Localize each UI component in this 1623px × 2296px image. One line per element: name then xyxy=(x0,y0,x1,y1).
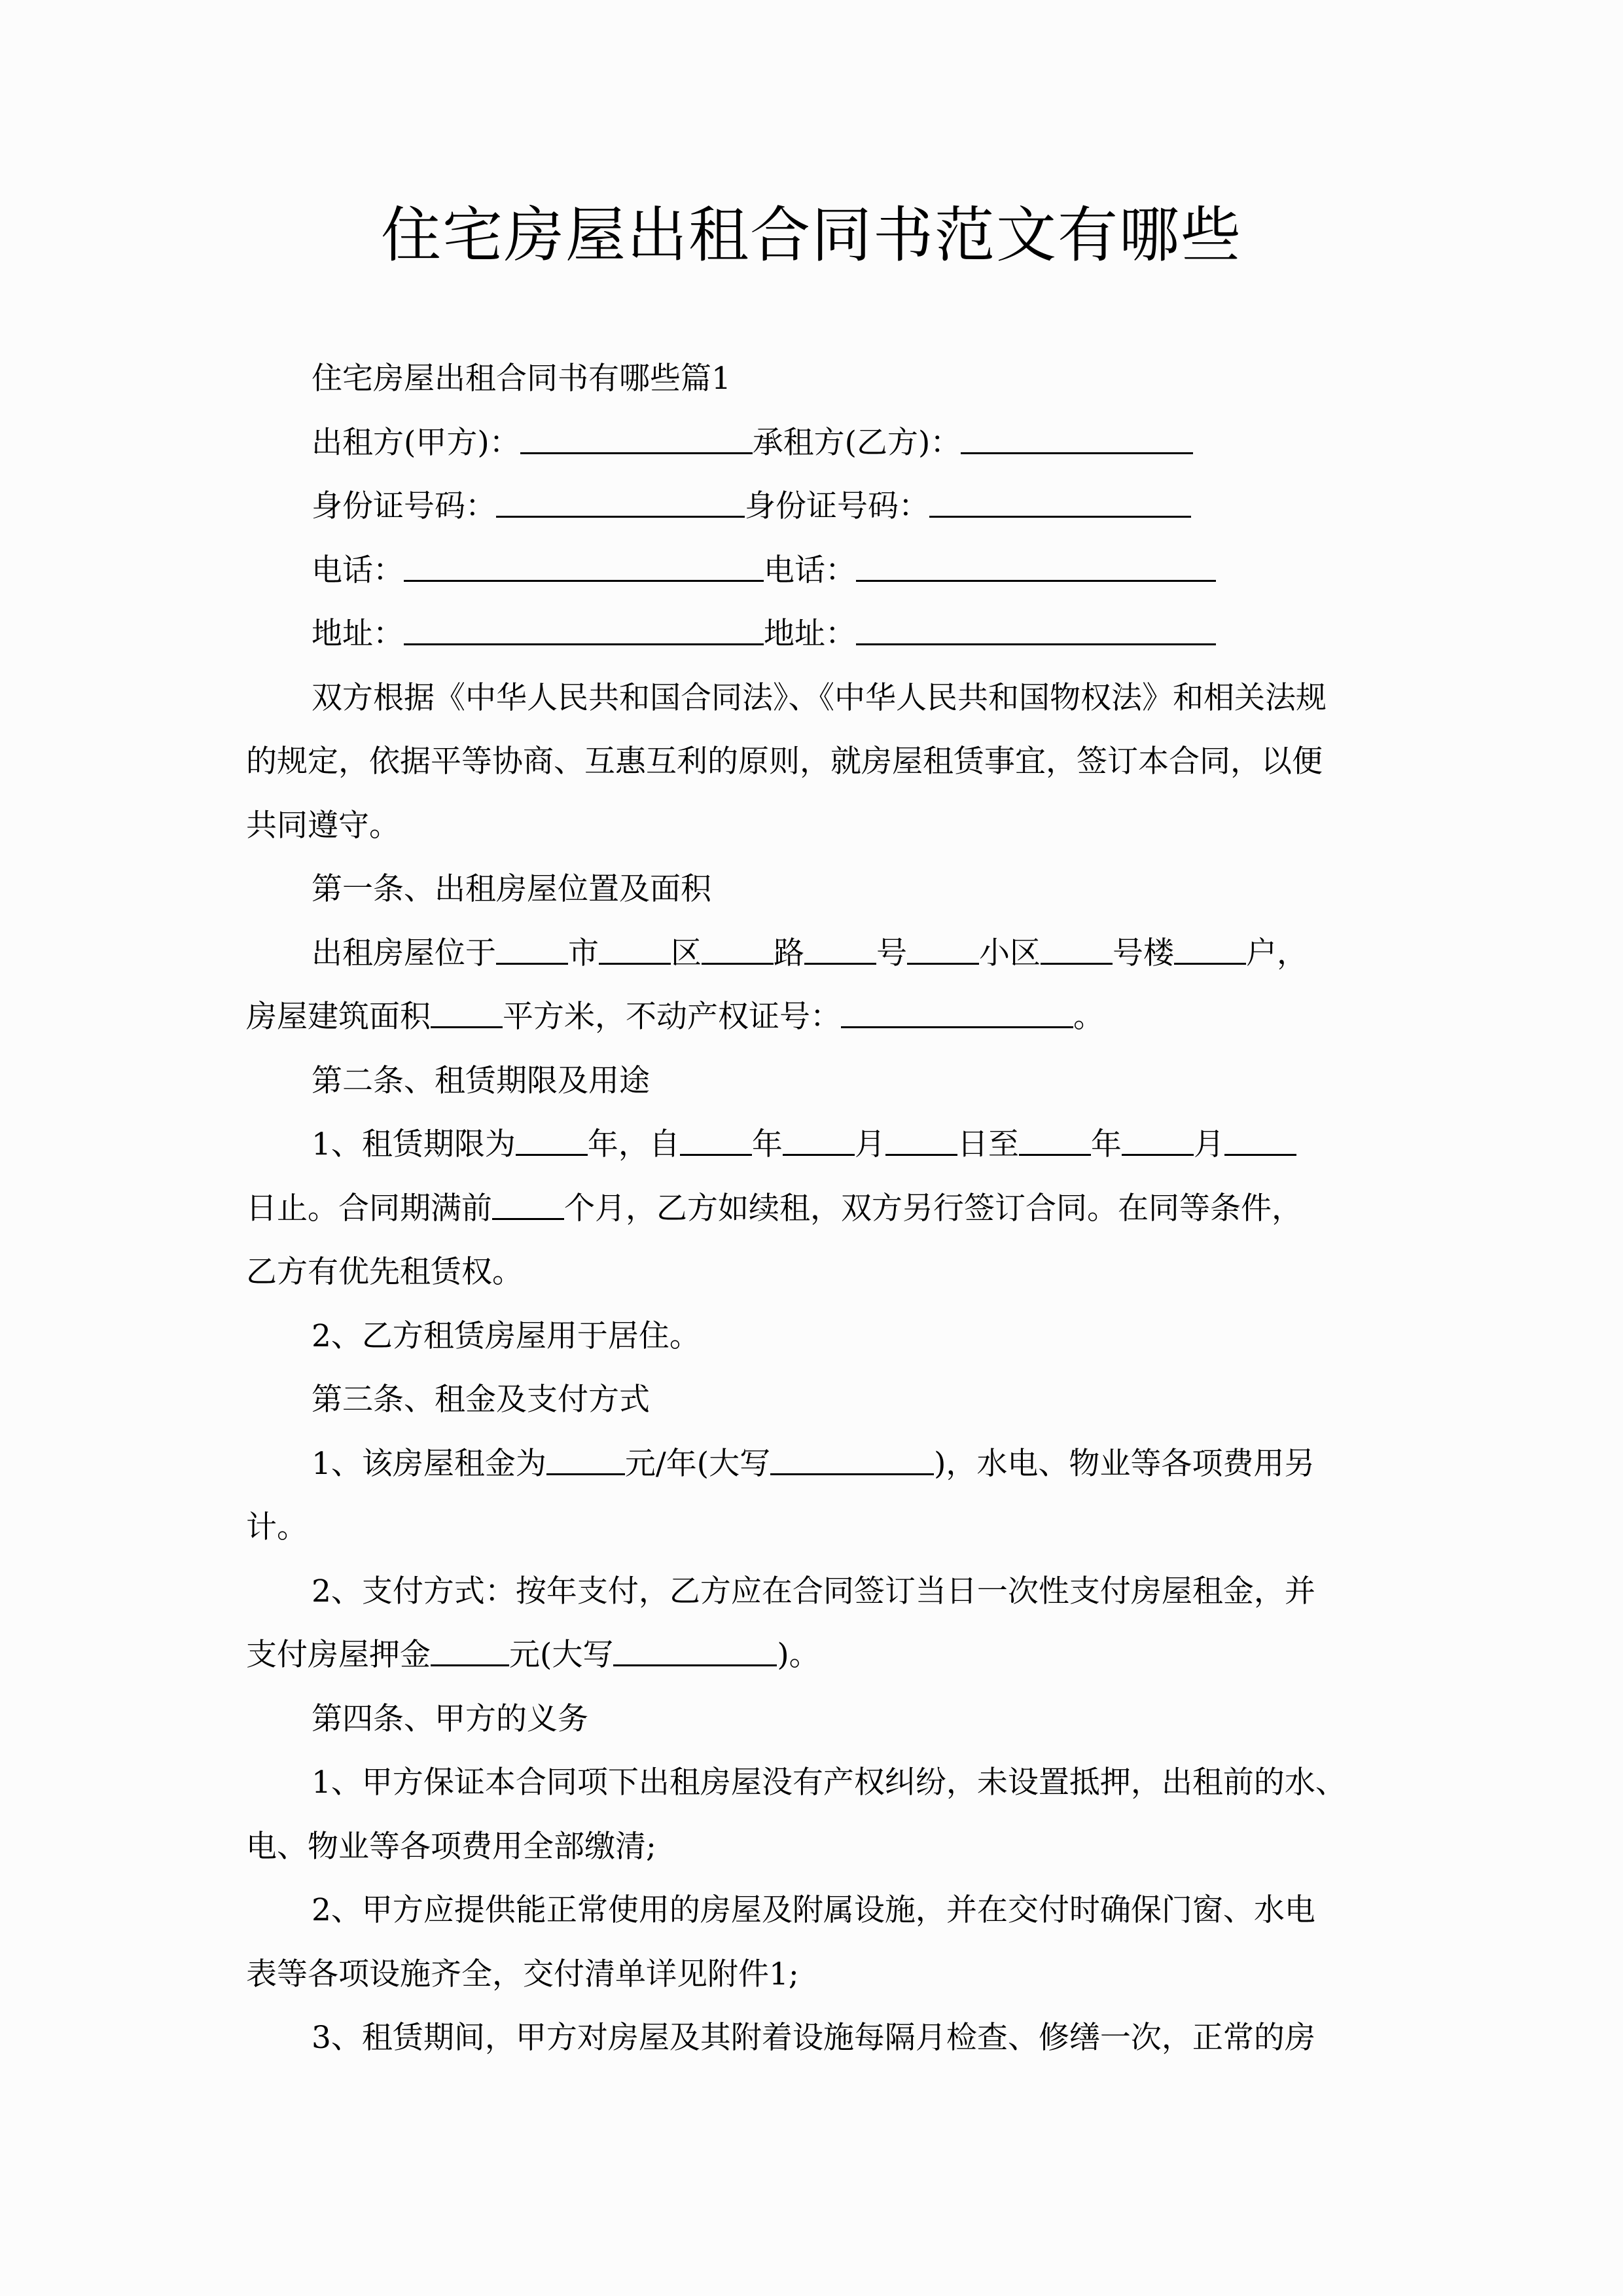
rent-amount-blank[interactable] xyxy=(546,1473,625,1475)
phone-label-b: 电话： xyxy=(764,552,856,588)
text-segment: )。 xyxy=(777,1637,820,1673)
lessee-label: 承租方(乙方)： xyxy=(752,424,961,461)
article3-rent-cont: 计。 xyxy=(246,1509,308,1545)
notice-months-blank[interactable] xyxy=(492,1217,564,1220)
phone-label-a: 电话： xyxy=(312,552,404,588)
preamble-line: 的规定，依据平等协商、互惠互利的原则，就房屋租赁事宜，签订本合同，以便 xyxy=(246,744,1323,780)
text-segment: 小区 xyxy=(979,935,1041,971)
end-month-blank[interactable] xyxy=(1122,1153,1194,1156)
text-segment: )，水电、物业等各项费用另 xyxy=(934,1445,1315,1482)
text-segment: 元(大写 xyxy=(509,1637,614,1673)
lessee-address-blank[interactable] xyxy=(856,643,1216,645)
party-row-lessor xyxy=(246,411,1378,475)
text-segment: 号 xyxy=(876,935,907,971)
article2-heading: 第二条、租赁期限及用途 xyxy=(312,1062,650,1099)
start-year-blank[interactable] xyxy=(680,1153,752,1156)
article4-item2-cont: 表等各项设施齐全，交付清单详见附件1; xyxy=(246,1956,799,1992)
article3-heading: 第三条、租金及支付方式 xyxy=(312,1382,650,1418)
text-segment: 房屋建筑面积 xyxy=(246,999,431,1035)
start-day-blank[interactable] xyxy=(885,1153,957,1156)
building-blank[interactable] xyxy=(1041,962,1113,965)
text-segment: 年 xyxy=(1090,1126,1122,1162)
article2-usage-line: 2、乙方租赁房屋用于居住。 xyxy=(312,1318,700,1354)
end-year-blank[interactable] xyxy=(1019,1153,1091,1156)
text-segment: 支付房屋押金 xyxy=(246,1637,431,1673)
text-segment: 日止。合同期满前 xyxy=(246,1190,492,1227)
city-blank[interactable] xyxy=(496,962,568,965)
lessee-id-blank[interactable] xyxy=(929,515,1191,518)
text-segment: 月 xyxy=(1193,1126,1224,1162)
district-blank[interactable] xyxy=(599,962,671,965)
text-segment: 出租房屋位于 xyxy=(312,935,496,971)
article1-heading: 第一条、出租房屋位置及面积 xyxy=(312,871,711,907)
property-cert-blank[interactable] xyxy=(841,1026,1073,1028)
article4-item3: 3、租赁期间，甲方对房屋及其附着设施每隔月检查、修缮一次，正常的房 xyxy=(312,2020,1315,2056)
party-row-phone xyxy=(246,539,1378,603)
article3-deposit-line xyxy=(246,1623,1378,1687)
text-segment: 1、租赁期限为 xyxy=(312,1126,516,1162)
lessor-name-blank[interactable] xyxy=(520,452,753,454)
deposit-amount-blank[interactable] xyxy=(431,1664,509,1666)
text-segment: 市 xyxy=(568,935,599,971)
address-label-b: 地址： xyxy=(764,616,856,652)
article3-rent-line xyxy=(246,1432,1378,1496)
text-segment: 月 xyxy=(854,1126,885,1162)
start-month-blank[interactable] xyxy=(783,1153,855,1156)
article4-item2: 2、甲方应提供能正常使用的房屋及附属设施，并在交付时确保门窗、水电 xyxy=(312,1892,1315,1928)
text-segment: 区 xyxy=(671,935,702,971)
road-blank[interactable] xyxy=(702,962,774,965)
rent-uppercase-blank[interactable] xyxy=(770,1473,934,1475)
text-segment: 1、该房屋租金为 xyxy=(312,1445,546,1482)
party-row-address xyxy=(246,602,1378,666)
article2-term-line xyxy=(246,1113,1378,1177)
id-label-b: 身份证号码： xyxy=(745,488,929,524)
article2-priority-line: 乙方有优先租赁权。 xyxy=(246,1254,523,1290)
unit-blank[interactable] xyxy=(1174,962,1246,965)
text-segment: 号楼 xyxy=(1113,935,1174,971)
article1-location-line xyxy=(246,922,1378,986)
end-day-blank[interactable] xyxy=(1224,1153,1296,1156)
article3-payment-line: 2、支付方式：按年支付，乙方应在合同签订当日一次性支付房屋租金，并 xyxy=(312,1573,1315,1609)
article4-item1-cont: 电、物业等各项费用全部缴清; xyxy=(246,1828,656,1865)
document-body xyxy=(246,347,1378,2070)
text-segment: 平方米，不动产权证号： xyxy=(503,999,841,1035)
lessee-name-blank[interactable] xyxy=(961,452,1193,454)
preamble-line: 共同遵守。 xyxy=(246,807,400,844)
lessor-label: 出租方(甲方)： xyxy=(312,424,520,461)
preamble-line: 双方根据《中华人民共和国合同法》、《中华人民共和国物权法》和相关法规 xyxy=(312,679,1327,716)
article4-heading: 第四条、甲方的义务 xyxy=(312,1700,588,1737)
text-segment: 年 xyxy=(751,1126,783,1162)
text-segment: 年，自 xyxy=(587,1126,680,1162)
lessee-phone-blank[interactable] xyxy=(856,579,1216,582)
text-segment: 元/年(大写 xyxy=(624,1445,771,1482)
community-blank[interactable] xyxy=(907,962,979,965)
document-title: 住宅房屋出租合同书范文有哪些 xyxy=(380,200,1242,270)
article2-renewal-line xyxy=(246,1177,1378,1241)
number-blank[interactable] xyxy=(804,962,876,965)
lessor-address-blank[interactable] xyxy=(404,643,764,645)
text-segment: 个月，乙方如续租，双方另行签订合同。在同等条件， xyxy=(564,1190,1302,1227)
area-blank[interactable] xyxy=(431,1026,503,1028)
text-segment: 户， xyxy=(1246,935,1308,971)
lessor-id-blank[interactable] xyxy=(496,515,745,518)
term-years-blank[interactable] xyxy=(516,1153,588,1156)
section-heading: 住宅房屋出租合同书有哪些篇1 xyxy=(312,361,731,397)
address-label-a: 地址： xyxy=(312,616,404,652)
id-label-a: 身份证号码： xyxy=(312,488,496,524)
article1-area-line xyxy=(246,985,1378,1049)
text-segment: 日至 xyxy=(957,1126,1019,1162)
article4-item1: 1、甲方保证本合同项下出租房屋没有产权纠纷，未设置抵押，出租前的水、 xyxy=(312,1765,1346,1801)
party-row-id xyxy=(246,475,1378,539)
lessor-phone-blank[interactable] xyxy=(404,579,764,582)
text-segment: 。 xyxy=(1073,999,1104,1035)
deposit-uppercase-blank[interactable] xyxy=(613,1664,777,1666)
text-segment: 路 xyxy=(774,935,804,971)
